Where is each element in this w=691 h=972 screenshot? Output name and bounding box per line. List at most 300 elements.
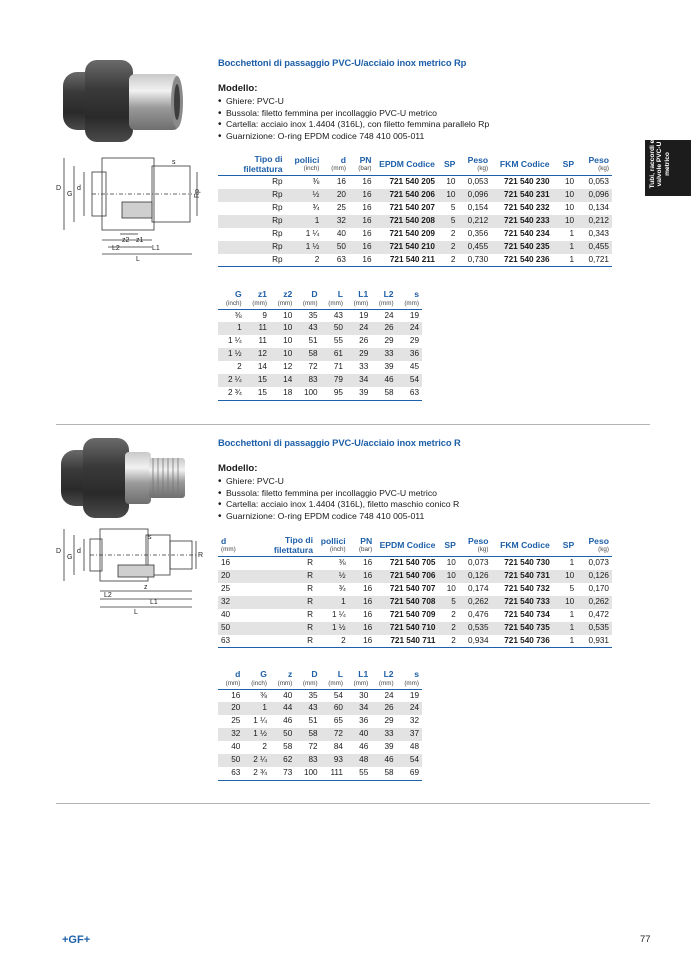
table-cell: 5 (438, 596, 458, 609)
table-cell: 10 (553, 215, 578, 228)
table-cell: 16 (362, 202, 372, 212)
table-cell: 1 ½ (218, 348, 245, 361)
table-cell: 5 (450, 202, 456, 212)
table-cell: 44 (270, 702, 295, 715)
table-cell: 20 (218, 570, 240, 583)
table-cell: 721 540 207 (389, 202, 435, 212)
table-cell: Rp (272, 228, 283, 238)
table-cell: 2 (286, 254, 323, 267)
technical-drawing-r (52, 525, 202, 615)
table-cell: 2 (451, 609, 456, 619)
table-cell: 9 (262, 310, 267, 320)
dim-col-header: L2 (mm) (371, 670, 396, 689)
label-L: L (136, 256, 140, 263)
table-cell: 16 (349, 215, 375, 228)
table-cell: 34 (346, 374, 371, 387)
table-cell: 100 (295, 767, 320, 780)
table-cell: Rp (272, 202, 283, 212)
label-d: d (77, 185, 81, 192)
section2-bullets (218, 476, 459, 522)
table-cell: 10 (438, 570, 458, 583)
table-cell: 100 (295, 387, 320, 400)
table-cell: 1 ½ (243, 728, 270, 741)
label-L1: L1 (152, 245, 160, 252)
table-cell: 54 (333, 690, 343, 700)
table-cell: 30 (359, 690, 369, 700)
page-number: 77 (640, 934, 651, 945)
table-cell: 1 (553, 241, 578, 254)
table-cell: 0,730 (458, 254, 491, 267)
table-cell: 0,535 (459, 622, 492, 635)
table-cell: 1 (218, 322, 245, 335)
table-cell: 10 (553, 570, 577, 583)
col-fkm: FKM Codice (491, 155, 552, 176)
table-cell: 25 (221, 583, 231, 593)
label-R: R (198, 552, 204, 559)
col-epdm: EPDM Codice (375, 536, 438, 557)
table-cell: 16 (349, 570, 376, 583)
table-cell: 1 ½ (316, 622, 349, 635)
table-row (218, 361, 422, 374)
table-cell: 39 (384, 362, 394, 372)
table-cell: 40 (283, 690, 293, 700)
table-cell: 2 (438, 254, 458, 267)
table-cell: 721 540 711 (375, 635, 438, 648)
table-cell: 43 (333, 310, 343, 320)
table-cell: 2 (438, 635, 458, 648)
table-cell: 65 (333, 716, 343, 726)
table-cell: 83 (295, 374, 320, 387)
table-cell: 20 (218, 702, 243, 715)
section2-modello-heading: Modello: (218, 463, 258, 474)
col-sp1: SP (438, 536, 458, 557)
table-cell: 14 (270, 374, 295, 387)
table-cell: 1 ¼ (253, 716, 267, 726)
technical-drawing-rp (52, 150, 202, 265)
table-cell: 60 (321, 702, 346, 715)
table-cell: 19 (359, 310, 369, 320)
table-cell: 95 (321, 387, 346, 400)
table-cell: 1 ¼ (331, 609, 346, 619)
table-row (218, 309, 422, 322)
gf-logo: +GF+ (62, 934, 91, 946)
table-cell: 63 (322, 254, 349, 267)
table-cell: 16 (349, 622, 376, 635)
table-row (218, 335, 422, 348)
table-cell: 16 (362, 177, 372, 186)
table-cell: 37 (397, 728, 422, 741)
table-cell: 79 (321, 374, 346, 387)
table-cell: 0,262 (459, 596, 492, 609)
table-row (218, 254, 612, 267)
side-tab (645, 140, 691, 196)
table-cell: 16 (363, 609, 373, 619)
table-cell: 721 540 206 (375, 189, 438, 202)
table-cell: 24 (384, 690, 394, 700)
table-cell: ⅜ (234, 310, 242, 320)
label-d: d (77, 548, 81, 555)
table-cell: 721 540 211 (375, 254, 438, 267)
section-divider (56, 803, 650, 804)
col-sp1: SP (438, 155, 458, 176)
table-cell: 721 540 706 (375, 570, 438, 583)
table-cell: 16 (349, 189, 375, 202)
table-cell: 2 ¼ (218, 374, 245, 387)
table-cell: 721 540 736 (492, 635, 553, 648)
table-row (218, 635, 612, 648)
table-row (218, 754, 422, 767)
table-cell: 58 (371, 767, 396, 780)
table-cell: 2 ¾ (243, 767, 270, 780)
table-cell: 721 540 208 (375, 215, 438, 228)
table-cell: 16 (362, 228, 372, 238)
table-cell: 1 ¼ (227, 336, 242, 346)
section1-main-table (218, 155, 612, 267)
table-cell: 46 (283, 716, 293, 726)
table-cell: 2 (438, 241, 458, 254)
dim-col-header: z1 (mm) (245, 290, 270, 309)
table-cell: 24 (384, 310, 394, 320)
table-cell: 36 (397, 348, 422, 361)
table-cell: 721 540 734 (504, 609, 550, 619)
table-cell: 721 540 732 (504, 583, 550, 593)
table-cell: 721 540 708 (375, 596, 438, 609)
section1-title: Bocchettoni di passaggio PVC-U/acciaio inox metrico Rp (218, 57, 467, 68)
table-cell: 15 (245, 374, 270, 387)
table-cell: 721 540 235 (491, 241, 552, 254)
table-cell: 46 (371, 754, 396, 767)
table-cell: 29 (384, 716, 394, 726)
section1-modello-heading: Modello: (218, 83, 258, 94)
product-photo-rp (55, 52, 185, 147)
col-peso1: Peso (kg) (458, 155, 491, 176)
section2-main-table (218, 536, 612, 648)
table-cell: 12 (245, 348, 270, 361)
table-cell: 62 (270, 754, 295, 767)
dim-col-header: L (mm) (321, 670, 346, 689)
label-G: G (67, 191, 73, 198)
table-cell: 58 (295, 728, 320, 741)
table-row (218, 596, 612, 609)
bullet-item: • Guarnizione: O-ring EPDM codice 748 410 005-011 (218, 511, 459, 523)
table-cell: 54 (397, 374, 422, 387)
table-cell: 19 (409, 690, 419, 700)
table-cell: R (240, 596, 316, 609)
table-cell: 63 (218, 635, 240, 648)
table-cell: Rp (218, 189, 286, 202)
table-cell: 0,931 (577, 635, 612, 648)
table-cell: 40 (231, 742, 241, 752)
table-cell: 0,073 (468, 558, 489, 567)
label-z1: z1 (136, 237, 144, 244)
col-sp2: SP (553, 155, 578, 176)
table-cell: 10 (283, 336, 293, 346)
table-cell: 721 540 236 (491, 254, 552, 267)
table-cell: 16 (231, 690, 241, 700)
table-cell: 0,073 (588, 558, 609, 567)
table-row (218, 741, 422, 754)
table-cell: 1 (286, 215, 323, 228)
table-cell: R (240, 622, 316, 635)
table-cell: 14 (257, 362, 267, 372)
table-cell: 10 (438, 189, 458, 202)
table-cell: 84 (333, 742, 343, 752)
label-Rp: Rp (194, 189, 201, 198)
table-cell: 0,212 (458, 215, 491, 228)
col-pollici: pollici (inch) (316, 536, 349, 557)
dim-col-header: d (mm) (218, 670, 243, 689)
table-cell: 16 (363, 558, 373, 567)
table-cell: 10 (553, 189, 578, 202)
table-cell: 10 (283, 310, 293, 320)
table-row (218, 202, 612, 215)
table-cell: 10 (446, 177, 456, 186)
table-cell: 24 (397, 702, 422, 715)
table-cell: 32 (218, 596, 240, 609)
product-photo-r (55, 432, 190, 522)
table-cell: 50 (218, 622, 240, 635)
col-tipo: Tipo di filettatura (240, 536, 316, 557)
label-L2: L2 (104, 592, 112, 599)
col-peso1: Peso (kg) (459, 536, 492, 557)
table-cell: 69 (397, 767, 422, 780)
dim-col-header: G (inch) (218, 290, 245, 309)
table-cell: ⅜ (338, 558, 346, 567)
table-cell: 1 (553, 254, 578, 267)
table-cell: 0,356 (467, 228, 489, 238)
table-cell: 46 (371, 374, 396, 387)
table-cell: 2 (316, 635, 349, 648)
col-tipo: Tipo di filettatura (218, 155, 286, 176)
table-cell: 33 (359, 362, 369, 372)
table-cell: 58 (295, 348, 320, 361)
dim-col-header: L (mm) (321, 290, 346, 309)
table-cell: 50 (321, 322, 346, 335)
table-cell: 50 (218, 754, 243, 767)
table-cell: 54 (397, 754, 422, 767)
table-cell: 20 (322, 189, 349, 202)
dim-col-header: D (mm) (295, 290, 320, 309)
table-cell: 2 ¼ (243, 754, 270, 767)
table-cell: 48 (346, 754, 371, 767)
table-cell: 19 (409, 310, 419, 320)
table-row (218, 557, 612, 570)
table-row (218, 767, 422, 780)
table-cell: 29 (409, 336, 419, 346)
table-cell: 721 540 731 (492, 570, 553, 583)
label-D: D (56, 185, 62, 192)
section-divider (56, 424, 650, 425)
table-cell: 11 (245, 322, 270, 335)
table-row (218, 702, 422, 715)
table-cell: 0,262 (577, 596, 612, 609)
label-z2: z2 (122, 237, 130, 244)
table-cell: 1 (553, 622, 577, 635)
col-peso2: Peso (kg) (577, 155, 612, 176)
table-cell: 35 (308, 690, 318, 700)
dim-col-header: L1 (mm) (346, 290, 371, 309)
label-s: s (148, 534, 152, 541)
table-cell: 2 (438, 622, 458, 635)
table-cell: 2 (237, 362, 242, 372)
table-row (218, 728, 422, 741)
table-cell: 39 (384, 742, 394, 752)
table-cell: 1 (316, 596, 349, 609)
table-cell: 72 (308, 362, 318, 372)
table-cell: 5 (438, 215, 458, 228)
label-G: G (67, 554, 73, 561)
table-cell: Rp (218, 241, 286, 254)
table-cell: 5 (569, 583, 575, 593)
table-row (218, 622, 612, 635)
label-L1: L1 (150, 599, 158, 606)
table-row (218, 609, 612, 622)
table-cell: 16 (349, 635, 376, 648)
col-epdm: EPDM Codice (375, 155, 438, 176)
table-cell: 721 540 231 (491, 189, 552, 202)
table-cell: 0,343 (588, 228, 609, 238)
table-cell: 55 (346, 767, 371, 780)
bullet-item: • Cartella: acciaio inox 1.4404 (316L), con filetto femmina parallelo Rp (218, 119, 489, 131)
table-cell: 0,053 (467, 177, 489, 186)
table-cell: 721 540 710 (375, 622, 438, 635)
table-cell: 45 (409, 362, 419, 372)
table-row (218, 215, 612, 228)
table-cell: 0,170 (588, 583, 609, 593)
table-cell: 0,126 (459, 570, 492, 583)
table-cell: R (307, 558, 313, 567)
table-row (218, 374, 422, 387)
table-cell: 0,721 (577, 254, 612, 267)
table-cell: 63 (397, 387, 422, 400)
table-cell: 1 (553, 635, 577, 648)
table-cell: 26 (371, 702, 396, 715)
dim-col-header: s (mm) (397, 290, 422, 309)
bullet-item: • Guarnizione: O-ring EPDM codice 748 410 005-011 (218, 131, 489, 143)
col-d: d (mm) (322, 155, 349, 176)
table-cell: 10 (553, 596, 577, 609)
label-D: D (56, 548, 62, 555)
table-row (218, 689, 422, 702)
table-cell: 83 (295, 754, 320, 767)
table-cell: ⅜ (260, 690, 267, 700)
table-cell: 33 (371, 348, 396, 361)
table-cell: 16 (336, 177, 346, 186)
table-cell: 24 (397, 322, 422, 335)
dim-col-header: z2 (mm) (270, 290, 295, 309)
table-cell: R (307, 583, 313, 593)
col-fkm: FKM Codice (492, 536, 553, 557)
bullet-item: • Cartella: acciaio inox 1.4404 (316L), filetto maschio conico R (218, 499, 459, 511)
table-cell: 0,174 (468, 583, 489, 593)
section1-dim-table (218, 290, 422, 401)
table-cell: 18 (270, 387, 295, 400)
table-cell: 35 (308, 310, 318, 320)
table-cell: ¾ (312, 202, 320, 212)
table-cell: 10 (564, 177, 575, 186)
table-cell: 721 540 209 (389, 228, 435, 238)
bullet-item: • Bussola: filetto femmina per incollaggio PVC-U metrico (218, 108, 489, 120)
table-cell: 29 (384, 336, 394, 346)
table-cell: 46 (359, 742, 369, 752)
table-cell: 1 ½ (286, 241, 323, 254)
table-cell: 63 (218, 767, 243, 780)
table-cell: ½ (286, 189, 323, 202)
table-cell: 16 (349, 254, 375, 267)
section2-title: Bocchettoni di passaggio PVC-U/acciaio inox metrico R (218, 437, 461, 448)
table-cell: 0,096 (577, 189, 612, 202)
table-cell: 58 (371, 387, 396, 400)
table-cell: 50 (270, 728, 295, 741)
table-cell: 2 (450, 228, 456, 238)
table-cell: 0,934 (459, 635, 492, 648)
table-cell: 16 (349, 596, 376, 609)
table-cell: 721 540 730 (504, 558, 550, 567)
table-cell: 1 (569, 558, 575, 567)
col-pollici: pollici (inch) (286, 155, 323, 176)
side-tab-label: Tubi, raccordi e valvole PVC-U metrico (649, 139, 671, 189)
table-cell: 10 (446, 583, 456, 593)
table-cell: ¾ (338, 583, 346, 593)
table-cell: 0,455 (458, 241, 491, 254)
table-cell: 111 (321, 767, 346, 780)
table-cell: 48 (409, 742, 419, 752)
table-cell: 72 (308, 742, 318, 752)
col-peso2: Peso (kg) (577, 536, 612, 557)
bullet-item: • Bussola: filetto femmina per incollaggio PVC-U metrico (218, 488, 459, 500)
table-row (218, 241, 612, 254)
table-cell: 11 (258, 336, 267, 346)
dim-col-header: s (mm) (397, 670, 422, 689)
table-cell: 51 (308, 716, 318, 726)
table-cell: 1 (569, 228, 575, 238)
table-cell: 26 (371, 322, 396, 335)
table-cell: 51 (308, 336, 318, 346)
table-cell: ½ (316, 570, 349, 583)
table-cell: 16 (363, 583, 373, 593)
table-cell: 721 540 233 (491, 215, 552, 228)
table-cell: 721 540 230 (504, 177, 550, 186)
table-cell: 0,154 (467, 202, 489, 212)
table-cell: 721 540 205 (389, 177, 435, 186)
table-cell: 32 (322, 215, 349, 228)
table-cell: 93 (321, 754, 346, 767)
table-cell: 0,212 (577, 215, 612, 228)
table-cell: 40 (346, 728, 371, 741)
table-row (218, 176, 612, 189)
table-cell: R (240, 570, 316, 583)
table-cell: Rp (218, 215, 286, 228)
dim-col-header: G (inch) (243, 670, 270, 689)
table-cell: R (240, 635, 316, 648)
table-cell: 72 (321, 728, 346, 741)
table-cell: 721 540 709 (389, 609, 436, 619)
table-cell: R (307, 609, 313, 619)
dim-col-header: L1 (mm) (346, 670, 371, 689)
table-cell: 50 (322, 241, 349, 254)
table-cell: 0,472 (588, 609, 609, 619)
dim-col-header: D (mm) (295, 670, 320, 689)
label-z: z (144, 584, 148, 591)
table-cell: 0,455 (577, 241, 612, 254)
table-cell: 0,535 (577, 622, 612, 635)
label-s: s (172, 159, 176, 166)
table-cell: 33 (371, 728, 396, 741)
table-cell: 10 (564, 202, 575, 212)
section2-dim-table (218, 670, 422, 781)
table-cell: 73 (270, 767, 295, 780)
table-cell: 40 (336, 228, 346, 238)
